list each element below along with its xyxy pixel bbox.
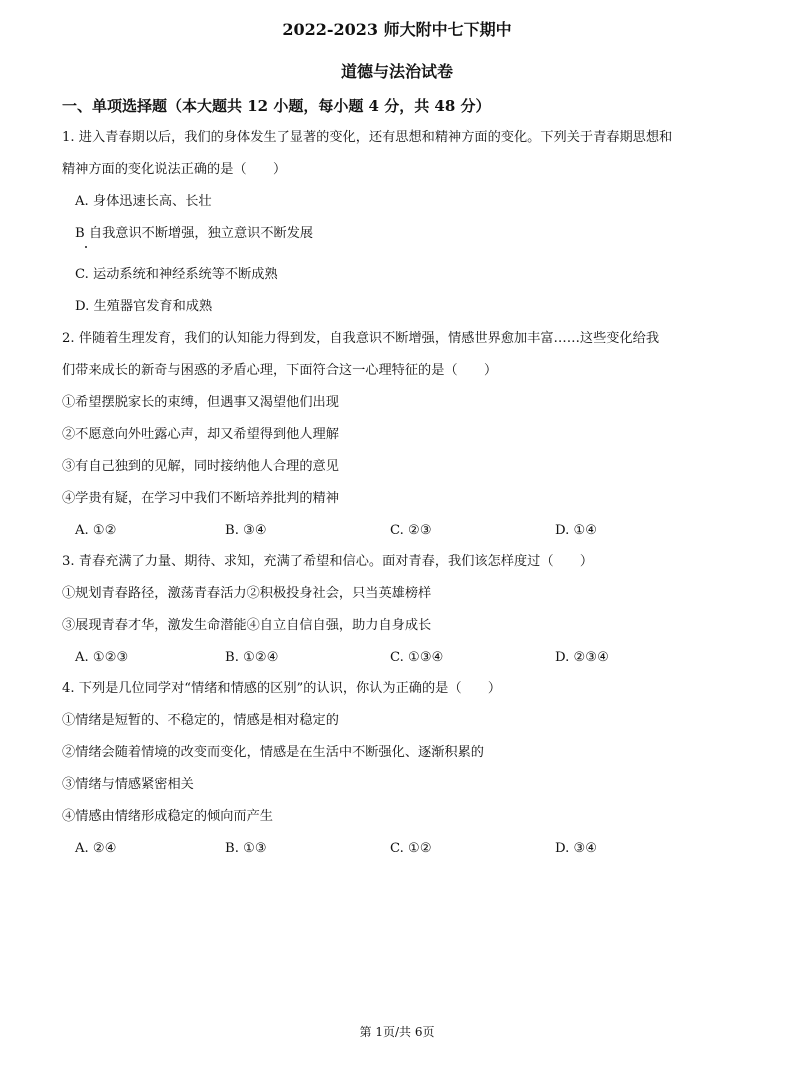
question-3-choice-c: C. ①③④ bbox=[390, 650, 444, 665]
question-4-statement-4: ④情感由情绪形成稳定的倾向而产生 bbox=[62, 809, 273, 824]
question-1-choice-c: C. 运动系统和神经系统等不断成熟 bbox=[75, 267, 278, 282]
exam-title: 2022-2023 师大附中七下期中 bbox=[282, 20, 512, 39]
question-4-statement-2: ②情绪会随着情境的改变而变化，情感是在生活中不断强化、逐渐积累的 bbox=[62, 745, 484, 760]
section-heading: 一、单项选择题（本大题共 12 小题，每小题 4 分，共 48 分） bbox=[62, 97, 491, 115]
question-4-stem-line-1: 4. 下列是几位同学对“情绪和情感的区别”的认识，你认为正确的是（ ） bbox=[62, 681, 502, 696]
question-2-choice-b: B. ③④ bbox=[225, 523, 267, 538]
question-4-choice-c: C. ①② bbox=[390, 841, 432, 856]
question-3-choice-d: D. ②③④ bbox=[555, 650, 609, 665]
question-1-choice-b: B 自我意识不断增强，独立意识不断发展 bbox=[75, 226, 314, 241]
page-number: 第 1页/共 6页 bbox=[359, 1025, 435, 1039]
print-speck bbox=[85, 246, 87, 248]
question-1-stem-line-1: 1. 进入青春期以后，我们的身体发生了显著的变化，还有思想和精神方面的变化。下列关于青春期思想和 bbox=[62, 130, 673, 145]
exam-subject: 道德与法治试卷 bbox=[340, 62, 453, 81]
question-2-statement-1: ①希望摆脱家长的束缚，但遇事又渴望他们出现 bbox=[62, 395, 339, 410]
question-4-choice-a: A. ②④ bbox=[75, 841, 117, 856]
question-4-choices bbox=[0, 840, 794, 858]
question-2-statement-2: ②不愿意向外吐露心声，却又希望得到他人理解 bbox=[62, 427, 339, 442]
question-1-choice-d: D. 生殖器官发育和成熟 bbox=[75, 299, 213, 314]
question-1-stem-line-2: 精神方面的变化说法正确的是（ ） bbox=[62, 162, 287, 177]
question-3-stem-line-1: 3. 青春充满了力量、期待、求知，充满了希望和信心。面对青春，我们该怎样度过（ ） bbox=[62, 554, 594, 569]
question-4-statement-3: ③情绪与情感紧密相关 bbox=[62, 777, 194, 792]
question-2-choices bbox=[0, 522, 794, 540]
question-4-choice-b: B. ①③ bbox=[225, 841, 267, 856]
question-2-stem-line-2: 们带来成长的新奇与困惑的矛盾心理，下面符合这一心理特征的是（ ） bbox=[62, 363, 498, 378]
question-3-choices bbox=[0, 649, 794, 667]
question-2-statement-4: ④学贵有疑，在学习中我们不断培养批判的精神 bbox=[62, 491, 339, 506]
question-2-statement-3: ③有自己独到的见解，同时接纳他人合理的意见 bbox=[62, 459, 339, 474]
question-2-choice-c: C. ②③ bbox=[390, 523, 432, 538]
question-4-statement-1: ①情绪是短暂的、不稳定的，情感是相对稳定的 bbox=[62, 713, 339, 728]
question-3-choice-b: B. ①②④ bbox=[225, 650, 279, 665]
question-1-choice-a: A. 身体迅速长高、长壮 bbox=[75, 194, 212, 209]
question-3-statement-1: ①规划青春路径，激荡青春活力②积极投身社会，只当英雄榜样 bbox=[62, 586, 432, 601]
question-2-choice-d: D. ①④ bbox=[555, 523, 598, 538]
question-4-choice-d: D. ③④ bbox=[555, 841, 598, 856]
question-2-choice-a: A. ①② bbox=[75, 523, 117, 538]
question-3-choice-a: A. ①②③ bbox=[75, 650, 129, 665]
question-3-statement-2: ③展现青春才华，激发生命潜能④自立自信自强，助力自身成长 bbox=[62, 618, 432, 633]
question-2-stem-line-1: 2. 伴随着生理发育，我们的认知能力得到发，自我意识不断增强，情感世界愈加丰富……这些变化给我 bbox=[62, 331, 660, 346]
